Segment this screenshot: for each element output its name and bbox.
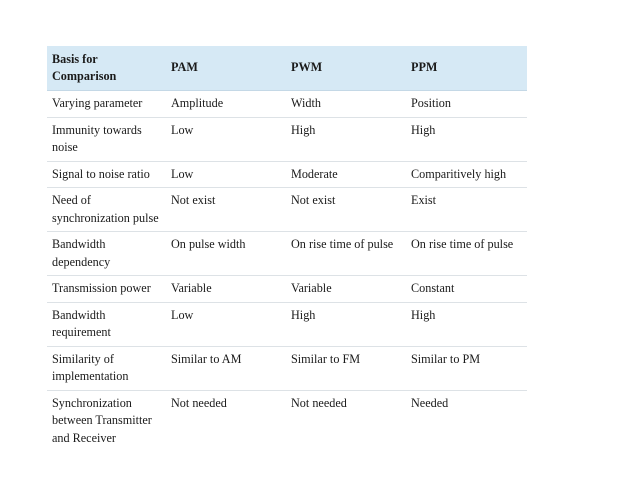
row-label-cell: Varying parameter (47, 91, 166, 118)
table-header-row (47, 46, 527, 91)
header-pam: PAM (166, 46, 286, 91)
pwm-cell: Moderate (286, 161, 406, 188)
table-row (47, 91, 527, 118)
pwm-cell: Similar to FM (286, 346, 406, 390)
ppm-cell: Comparitively high (406, 161, 527, 188)
ppm-cell: Similar to PM (406, 346, 527, 390)
ppm-cell: Needed (411, 395, 449, 410)
ppm-cell: High (406, 302, 527, 346)
header-pwm: PWM (286, 46, 406, 91)
row-label-cell: Similarity of implementation (47, 346, 166, 390)
ppm-cell: Exist (406, 188, 527, 232)
pam-cell: Low (166, 161, 286, 188)
pam-cell: Amplitude (166, 91, 286, 118)
pam-cell: Low (166, 302, 286, 346)
table-row (47, 390, 527, 451)
row-label-cell: Signal to noise ratio (47, 161, 166, 188)
ppm-cell: High (406, 117, 527, 161)
row-label-cell: Transmission power (47, 276, 166, 303)
table-row (47, 117, 527, 161)
row-label-cell: Synchronization between Transmitter and Receiver (52, 395, 152, 445)
pwm-cell: Not needed (291, 395, 347, 410)
pam-cell: Variable (166, 276, 286, 303)
header-ppm: PPM (406, 46, 527, 91)
table-row (47, 161, 527, 188)
row-label-cell: Immunity towards noise (47, 117, 166, 161)
ppm-cell: Constant (406, 276, 527, 303)
header-basis-for-comparison: Basis for Comparison (47, 46, 166, 91)
table-row (47, 302, 527, 346)
table-row (47, 188, 527, 232)
ppm-cell: Position (406, 91, 527, 118)
table-row (47, 276, 527, 303)
pam-cell: Low (166, 117, 286, 161)
pam-cell: On pulse width (166, 232, 286, 276)
row-label-cell: Bandwidth dependency (47, 232, 166, 276)
pwm-cell: High (286, 117, 406, 161)
pwm-cell: Not exist (286, 188, 406, 232)
pam-cell: Similar to AM (166, 346, 286, 390)
pam-cell: Not exist (166, 188, 286, 232)
row-label-cell: Bandwidth requirement (47, 302, 166, 346)
table-row (47, 232, 527, 276)
pam-cell: Not needed (171, 395, 227, 410)
comparison-table (47, 46, 527, 451)
row-label-cell: Need of synchronization pulse (47, 188, 166, 232)
pwm-cell: High (286, 302, 406, 346)
table-row (47, 346, 527, 390)
pwm-cell: Variable (286, 276, 406, 303)
pwm-cell: Width (286, 91, 406, 118)
ppm-cell: On rise time of pulse (406, 232, 527, 276)
pwm-cell: On rise time of pulse (286, 232, 406, 276)
